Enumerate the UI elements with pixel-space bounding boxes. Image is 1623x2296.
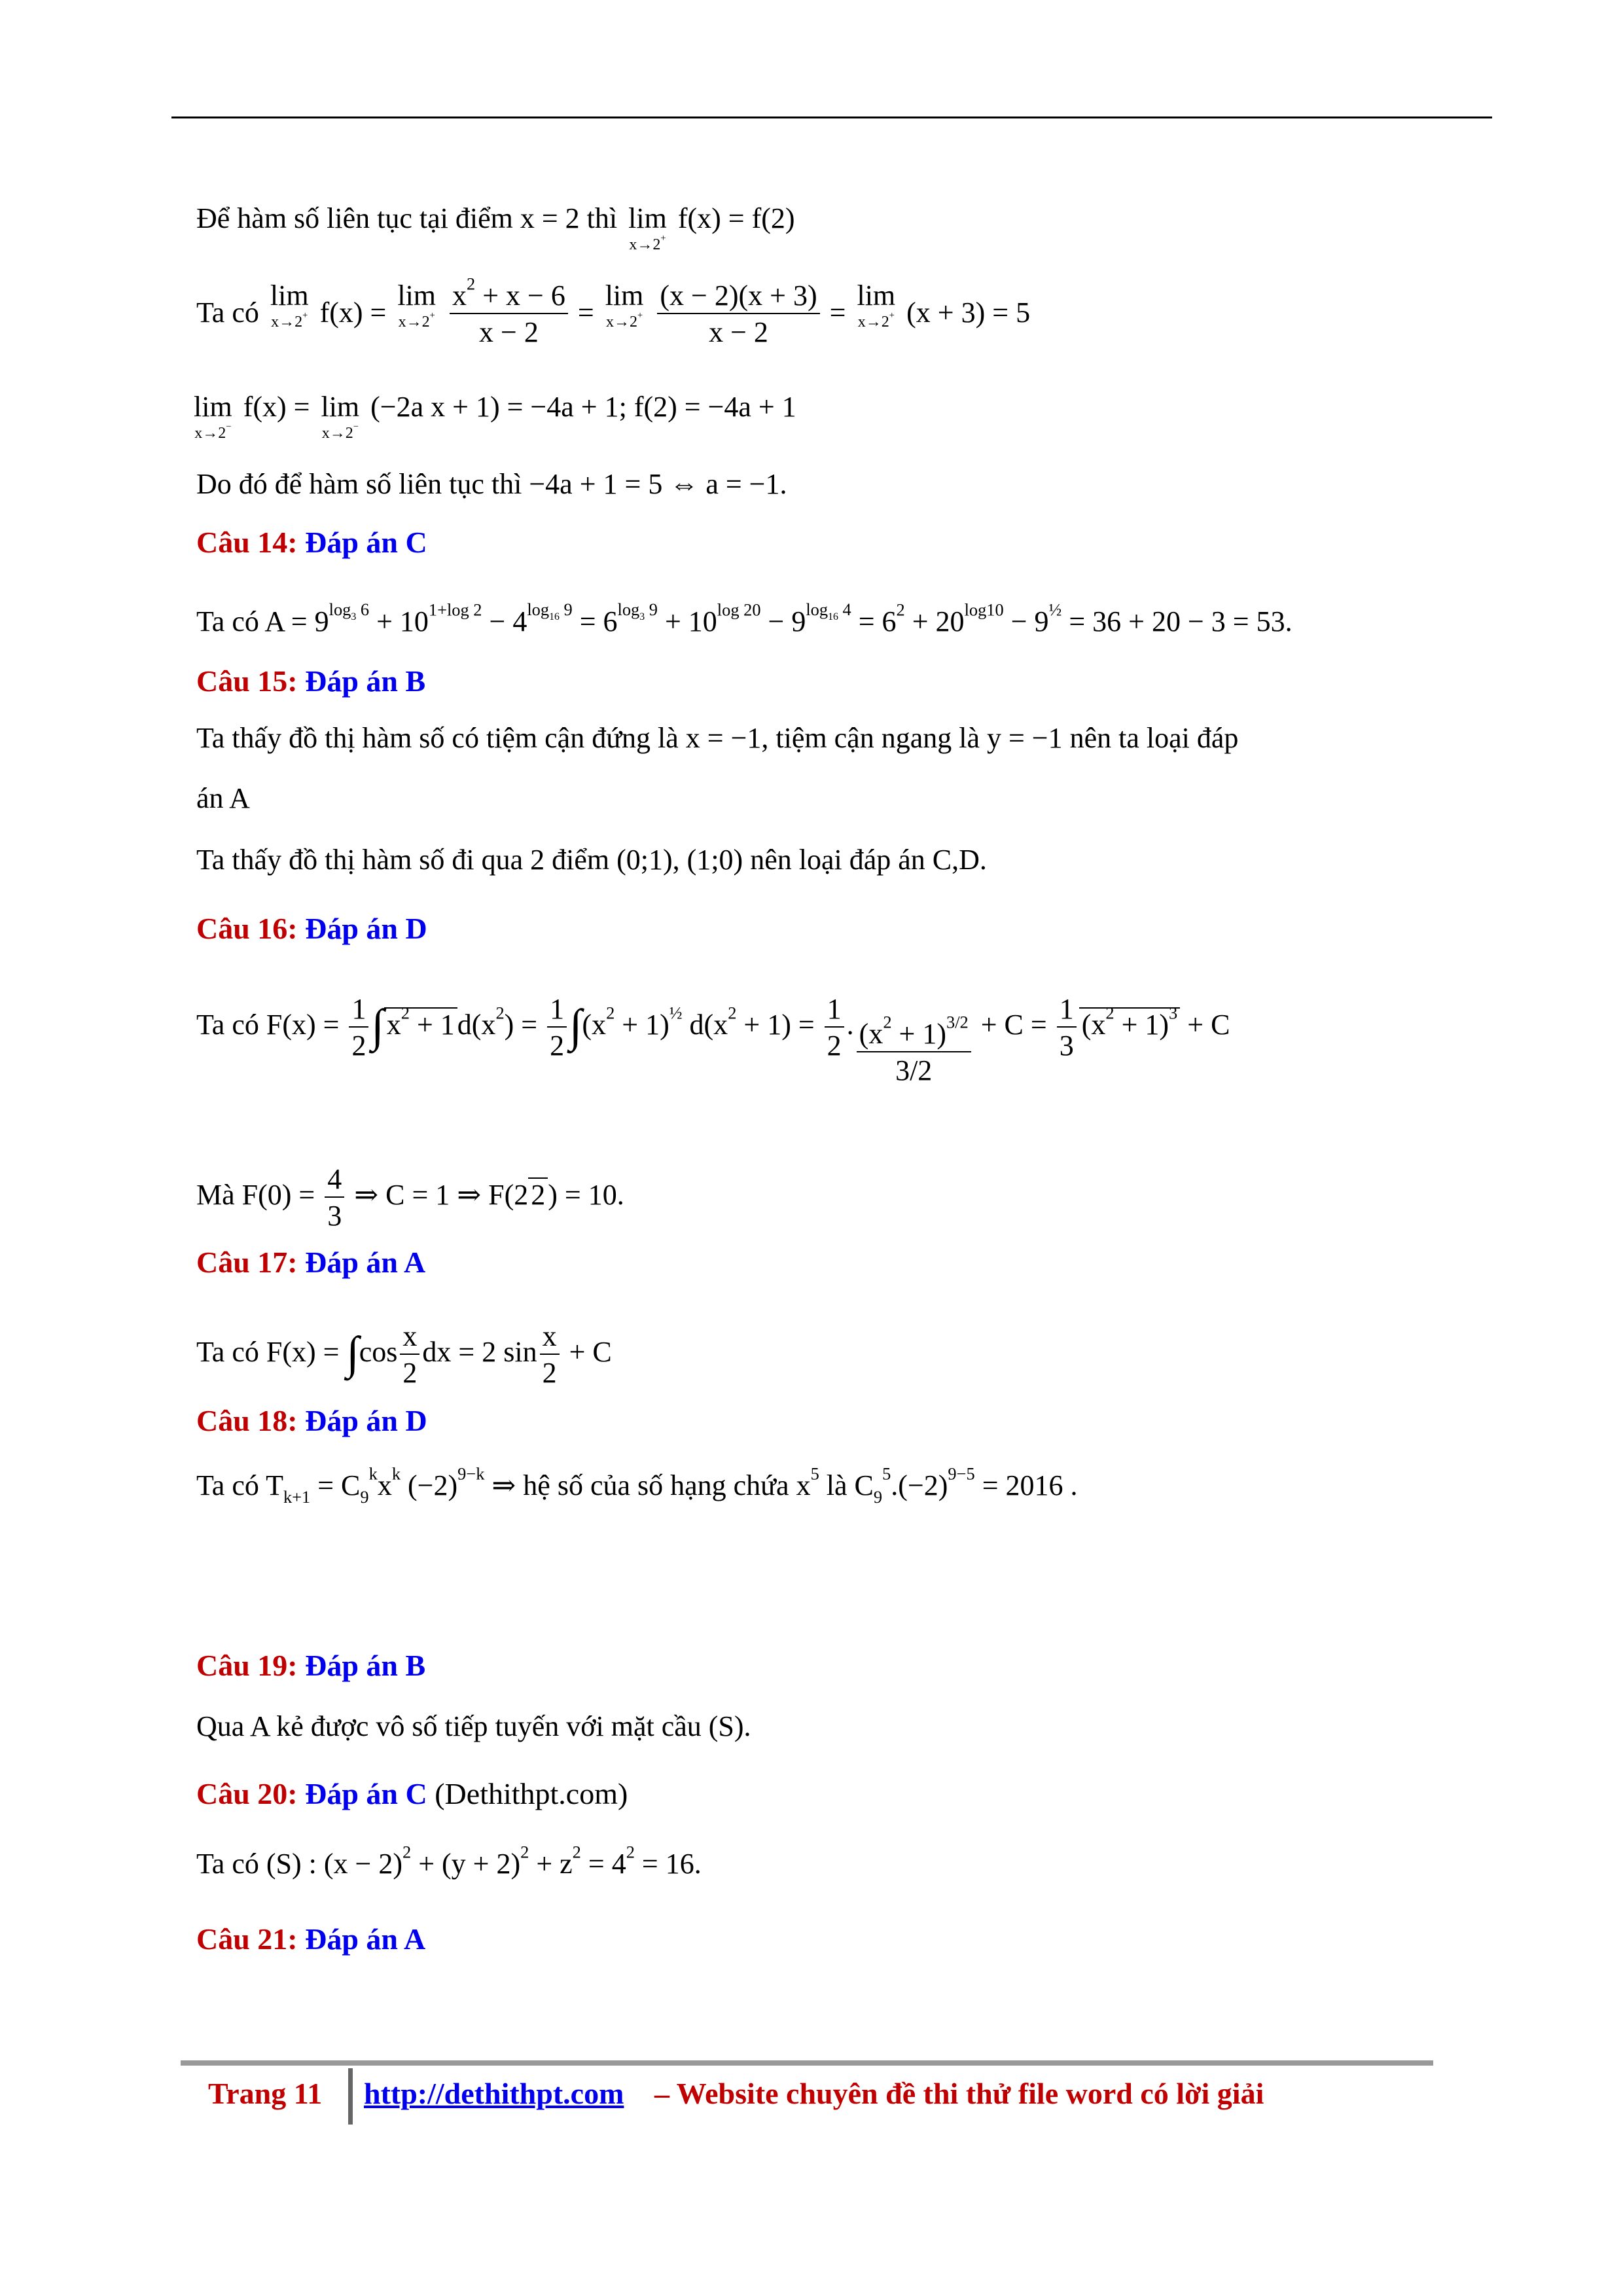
question-18-solution: Ta có $T_{k+1} = C_9^kx^k$ $(-2)^{9-k}$ ⇒ hệ số của số hạng chứa $x^5$ là $C_9^5.(-2)^{9-5} = 2016$ . [196, 1463, 1078, 1507]
question-17-solution: Ta có F(x) = ∫cos $\frac{x}{2}$ dx = 2 sin $\frac{x}{2}$ + C [196, 1320, 612, 1389]
question-21-heading: Câu 21: Đáp án A [196, 1922, 426, 1956]
continuity-text: Để hàm số liên tục tại điểm x = 2 thì [196, 202, 618, 234]
question-16-integral: Ta có F(x) = $\frac{1}{2}$ $\int x^2 + 1d(x^2)$ = $\frac{1}{2}$ $\int(x^2 + 1)^{\frac{1}{2}}$ $d(x^2 + 1)$ = $\frac{1}{2}$ . $\frac{(x^2 + 1)^{3/2}}{3/2}$ + C = $\frac{1}{3}$ $(x^2 + 1)^3 + C$ [196, 993, 1230, 1086]
right-limit-line: Ta có lim x→2+ f(x) = lim x→2+ $\frac{x^2 + x - 6}{x - 2}$ = lim x→2+ $\frac{(x - 2)(x + 3)}{x - 2}$ = lim x→2+ (x + 3) = 5 [196, 274, 1031, 348]
question-16-value: Mà F(0) = $\frac{4}{3}$ ⇒ C = 1 ⇒ F(22) = 10. [196, 1163, 624, 1232]
question-19-heading: Câu 19: Đáp án B [196, 1649, 426, 1682]
source-note: (Dethithpt.com) [435, 1777, 628, 1810]
website-tagline: – Website chuyên đề thi thử file word có lời giải [654, 2077, 1264, 2110]
question-20-solution: Ta có (S) : $(x - 2)^2 + (y + 2)^2 + z^2 = 4^2 = 16$. [196, 1842, 702, 1880]
continuity-equation: f(x) = f(2) [677, 202, 795, 234]
question-18-heading: Câu 18: Đáp án D [196, 1404, 427, 1437]
coefficient-text: ⇒ hệ số của số hạng chứa [491, 1469, 789, 1501]
question-19-solution: Qua A kẻ được vô số tiếp tuyến với mặt cầu (S). [196, 1710, 751, 1742]
question-17-heading: Câu 17: Đáp án A [196, 1246, 426, 1279]
question-15-line-1: Ta thấy đồ thị hàm số có tiệm cận đứng là x = −1, tiệm cận ngang là y = −1 nên ta loại đáp [196, 722, 1239, 754]
question-14-solution: Ta có $A = 9^{log_3 6} + 10^{1+log 2} - 4^{log_{16} 9} = 6^{log_3 9} + 10^{log 20} - 9^{log_{16} 4} = 6^2 + 20^{log10} - 9^{\frac{1}{2}} = 36 + 20 - 3 = 53$. [196, 600, 1293, 637]
question-16-heading: Câu 16: Đáp án D [196, 912, 427, 945]
ta-co-label: Ta có [196, 296, 259, 329]
ma-label: Mà [196, 1179, 235, 1211]
question-15-line-3: Ta thấy đồ thị hàm số đi qua 2 điểm (0;1), (1;0) nên loại đáp án C,D. [196, 844, 987, 876]
website-link[interactable]: http://dethithpt.com [364, 2077, 624, 2110]
footer-divider [348, 2068, 353, 2125]
footer-rule [181, 2060, 1433, 2066]
question-15-line-2: án A [196, 782, 250, 814]
la-label: là [826, 1469, 847, 1501]
page-number: Trang 11 [208, 2077, 323, 2110]
header-rule [171, 117, 1492, 118]
left-limit-line: lim x→2− f(x) = lim x→2− (−2a x + 1) = −4a + 1; f(2) = −4a + 1 [194, 391, 796, 442]
question-20-heading: Câu 20: Đáp án C (Dethithpt.com) [196, 1777, 628, 1810]
limit-operator: lim x→2+ [628, 202, 667, 253]
conclusion-line: Do đó để hàm số liên tục thì −4a + 1 = 5 ⇔ a = −1. [196, 468, 787, 500]
continuity-condition-line [196, 204, 795, 253]
question-15-heading: Câu 15: Đáp án B [196, 664, 426, 698]
question-14-heading: Câu 14: Đáp án C [196, 526, 427, 559]
